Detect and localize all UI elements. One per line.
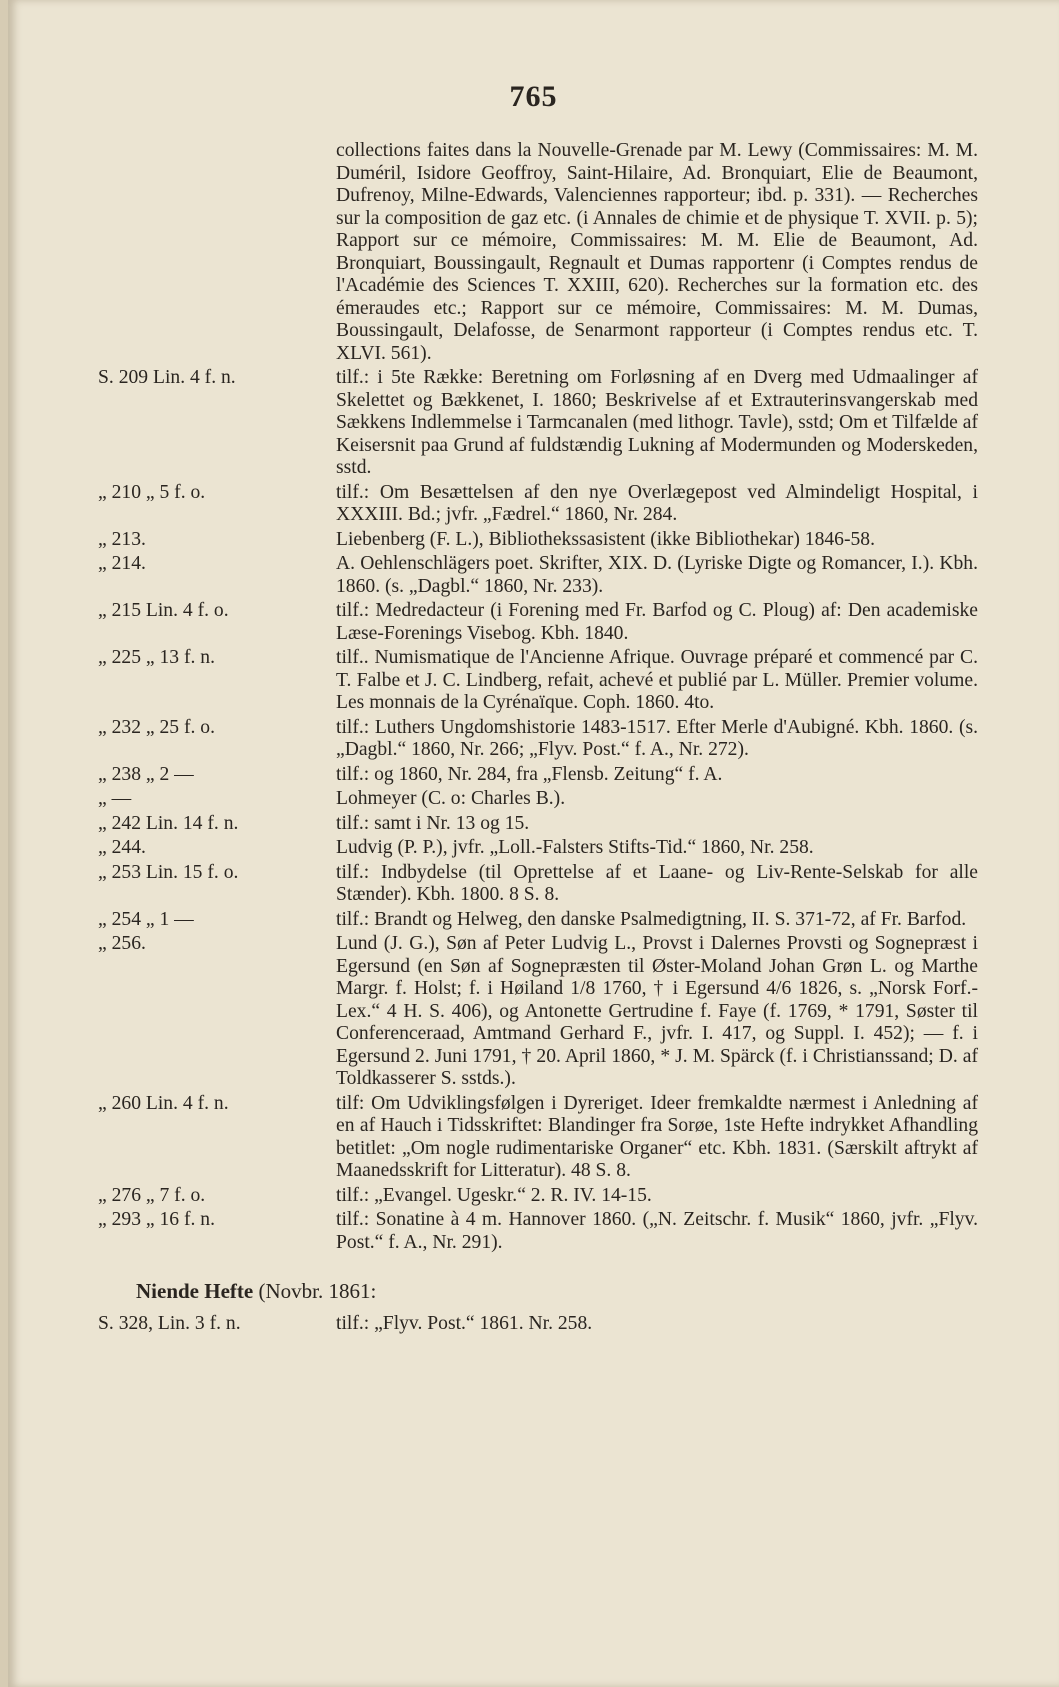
entry-ref: „ 260 Lin. 4 f. n. [98,1092,229,1114]
entry-253 [98,862,978,907]
section-heading-title: Niende Hefte [136,1279,254,1303]
entry-242 [98,813,978,836]
entry-276 [98,1185,978,1208]
entry-text: A. Oehlenschlägers poet. Skrifter, XIX. D. (Lyriske Digte og Romancer, I.). Kbh. 1860. (s. „Dagbl.“ 1860, Nr. 233). [336,553,978,597]
entry-s209 [98,367,978,480]
entry-213 [98,529,978,552]
entry-244 [98,837,978,860]
entry-328 [98,1313,978,1336]
entry-ref: „ 276 „ 7 f. o. [98,1184,206,1206]
entry-215 [98,600,978,645]
entry-ref: „ 225 „ 13 f. n. [98,647,215,668]
entry-ref: „ — [98,788,132,809]
entry-text: tilf.: Luthers Ungdomshistorie 1483-1517. Efter Merle d'Aubigné. Kbh. 1860. (s. „Dagbl.“ 1860, Nr. 266; „Flyv. Post.“ f. A., Nr. 272). [336,716,978,760]
entry-text: tilf.: Medredacteur (i Forening med Fr. Barfod og C. Ploug) af: Den academiske Læse-Forenings Visebog. Kbh. 1840. [336,600,978,644]
entry-text: tilf.: Brandt og Helweg, den danske Psalmedigtning, II. S. 371-72, af Fr. Barfod. [336,908,967,930]
entry-list [98,140,978,1337]
section-heading-date: (Novbr. 1861: [253,1279,377,1303]
entry-ref: „ 213. [98,528,146,550]
entry-ref: „ 242 Lin. 14 f. n. [98,812,239,834]
entry-ref: „ 214. [98,553,146,574]
entry-260 [98,1093,978,1183]
page-number: 765 [509,80,558,113]
entry-text: tilf.: og 1860, Nr. 284, fra „Flensb. Zeitung“ f. A. [336,763,723,785]
entry-ref: „ 215 Lin. 4 f. o. [98,600,229,621]
entry-293 [98,1209,978,1254]
entry-text: tilf.: Sonatine à 4 m. Hannover 1860. („N. Zeitschr. f. Musik“ 1860, jvfr. „Flyv. Post.“ f. A., Nr. 291). [336,1209,978,1253]
entry-text: tilf.: samt i Nr. 13 og 15. [336,812,530,834]
entry-ref: „ 238 „ 2 — [98,763,194,785]
entry-text: Lund (J. G.), Søn af Peter Ludvig L., Provst i Dalernes Provsti og Sognepræst i Egersund (en Søn af Sognepræsten til Øster-Moland Johan Grøn L. og Marthe Margr. f. Holst; f. i Høiland 1/8 1760, † i Egersund 4/6 1826, s. „Norsk Forf.-Lex.“ 4 H. S. 406), og Antonette Gertrudine f. Faye (f. 1769, * 1791, Søster til Conferenceraad, Amtmand Gerhard F., jvfr. I. 417, og Suppl. I. 452); — f. i Egersund 2. Juni 1791, † 20. April 1860, * J. M. Spärck (f. i Christianssand; D. af Toldkasserer S. sstds.). [336,933,978,1089]
section-heading [98,1280,978,1303]
entry-254 [98,909,978,932]
entry-text: tilf: Om Udviklingsfølgen i Dyreriget. Ideer fremkaldte nærmest i Anledning af en af Hauch i Tidsskriftet: Blandinger fra Sorøe, 1ste Hefte indrykket Afhandling betitlet: „Om nogle rudimentariske Organer“ etc. Kbh. 1831. (Særskilt aftrykt af Maanedsskrift for Litteratur). 48 S. 8. [336,1092,978,1181]
entry-210 [98,482,978,527]
entry-ref [98,140,336,365]
entry-text: collections faites dans la Nouvelle-Grenade par M. Lewy (Commissaires: M. M. Duméril, Isidore Geoffroy, Saint-Hilaire, Ad. Bronquiart, Elie de Beaumont, Dufrenoy, Milne-Edwards, Valenciennes rapporteur; ibd. p. 331). — Recherches sur la composition de gaz etc. (i Annales de chimie et de physique T. XVII. p. 5); Rapport sur ce mémoire, Commissaires: M. M. Elie de Beaumont, Ad. Bronquiart, Boussingault, Regnault et Dumas rapportenr (i Comptes rendus de l'Académie des Sciences T. XXIII, 620). Recherches sur la formation etc. des émeraudes etc.; Rapport sur ce mémoire, Commissaires: M. M. Dumas, Boussingault, Delafosse, de Senarmont rapporteur (i Comptes rendus etc. T. XLVI. 561). [336,140,978,364]
entry-text: tilf.: „Evangel. Ugeskr.“ 2. R. IV. 14-15. [336,1184,652,1206]
entry-lohmeyer [98,788,978,811]
entry-text: Lohmeyer (C. o: Charles B.). [336,788,566,809]
entry-text: tilf.: Om Besættelsen af den nye Overlægepost ved Almindeligt Hospital, i XXXIII. Bd.; jvfr. „Fædrel.“ 1860, Nr. 284. [336,481,978,525]
entry-ref: „ 232 „ 25 f. o. [98,716,215,738]
entry-text: tilf.: „Flyv. Post.“ 1861. Nr. 258. [336,1312,593,1334]
entry-ref: „ 253 Lin. 15 f. o. [98,861,239,883]
entry-214 [98,553,978,598]
entry-text: Liebenberg (F. L.), Bibliothekssasistent (ikke Bibliothekar) 1846-58. [336,528,875,550]
entry-text: tilf.. Numismatique de l'Ancienne Afrique. Ouvrage préparé et commencé par C. T. Falbe et J. C. Lindberg, refait, achevé et publié par L. Müller. Premier volume. Les monnais de la Cyrénaïque. Coph. 1860. 4to. [336,647,978,713]
entry-continuation [98,140,978,365]
entry-256 [98,933,978,1091]
entry-ref: „ 244. [98,837,146,858]
entry-238 [98,764,978,787]
entry-232 [98,717,978,762]
entry-ref: „ 254 „ 1 — [98,908,194,930]
entry-ref: „ 256. [98,933,146,954]
entry-ref: „ 210 „ 5 f. o. [98,481,206,503]
book-page [8,0,1059,1687]
entry-ref: S. 209 Lin. 4 f. n. [98,367,236,388]
entry-ref: „ 293 „ 16 f. n. [98,1209,215,1230]
entry-text: tilf.: i 5te Række: Beretning om Forløsning af en Dverg med Udmaalinger af Skelettet og Bækkenet, I. 1860; Beskrivelse af et Extrauterinsvangerskab med Sækkens Indlemmelse i Tarmcanalen (med lithogr. Tavle), sstd; Om et Tilfælde af Keisersnit paa Grund af fuldstændig Lukning af Modermunden og Moderskeden, sstd. [336,367,978,478]
entry-225 [98,647,978,715]
entry-text: tilf.: Indbydelse (til Oprettelse af et Laane- og Liv-Rente-Selskab for alle Stænder). Kbh. 1800. 8 S. 8. [336,861,978,905]
entry-text: Ludvig (P. P.), jvfr. „Loll.-Falsters Stifts-Tid.“ 1860, Nr. 258. [336,837,814,858]
entry-ref: S. 328, Lin. 3 f. n. [98,1312,241,1334]
